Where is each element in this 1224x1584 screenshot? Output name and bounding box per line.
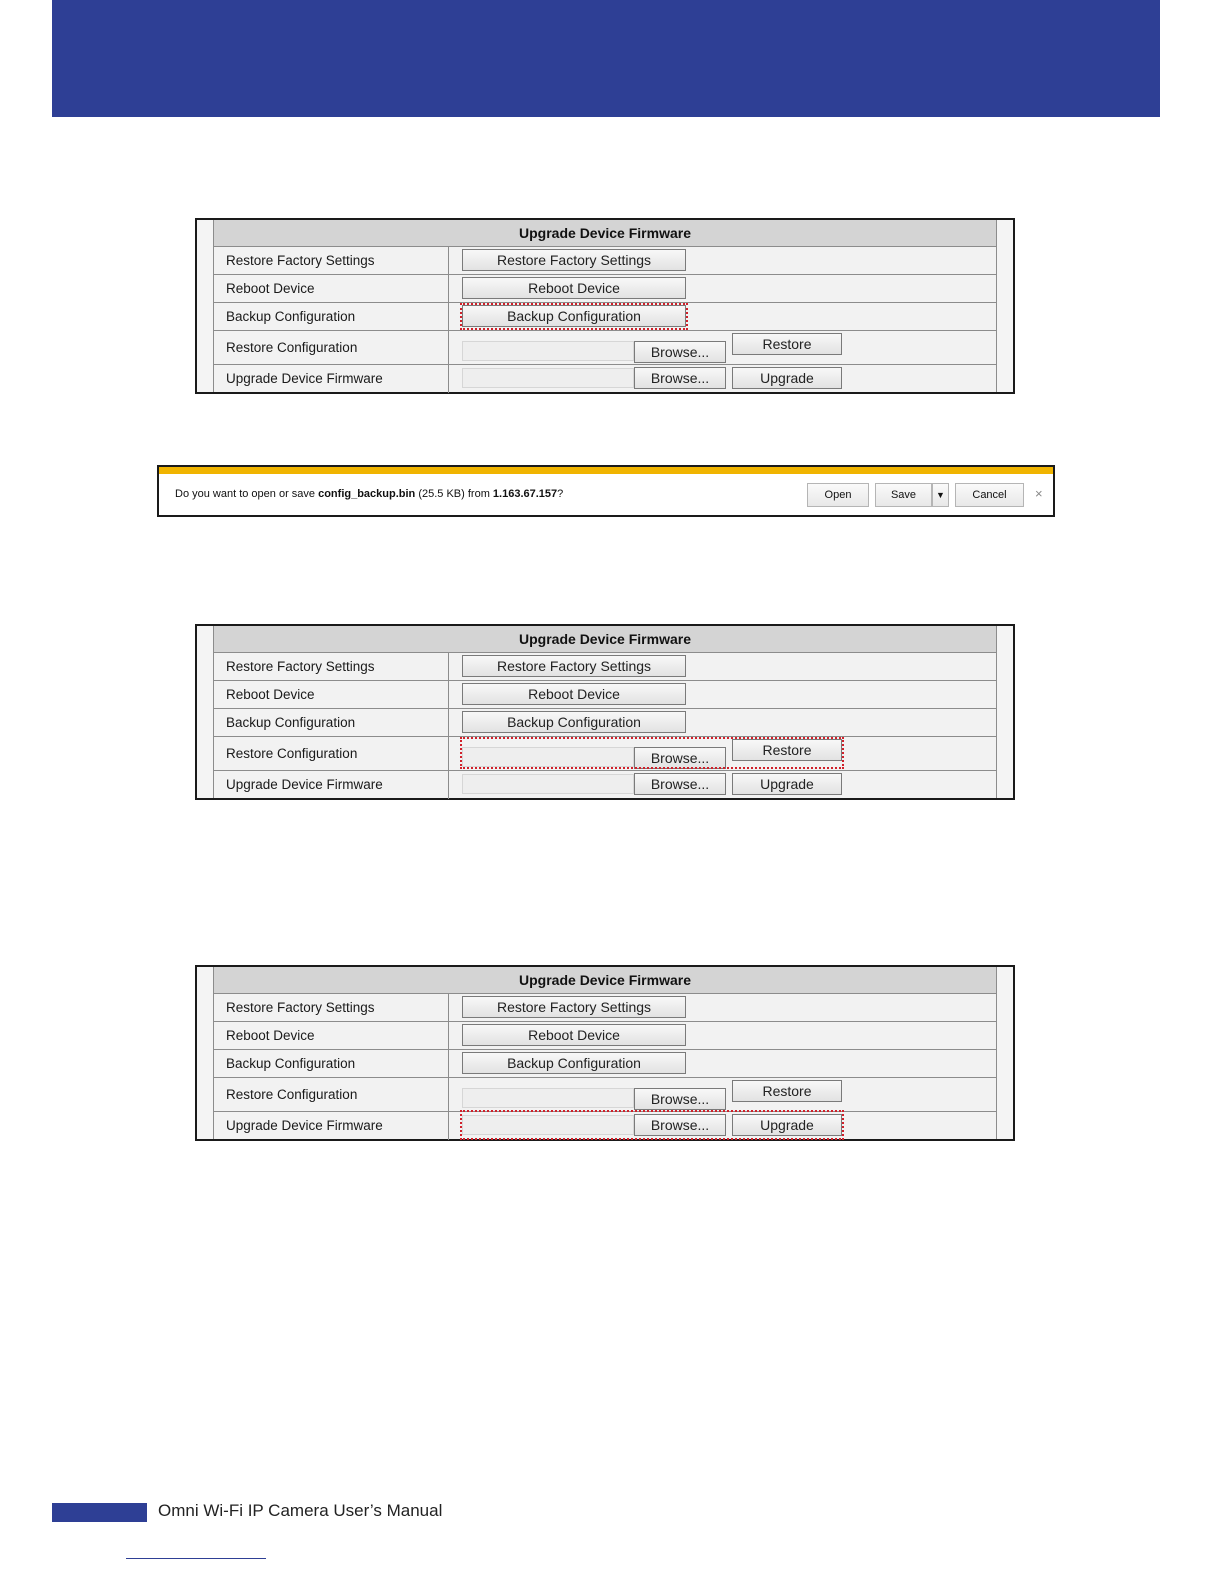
row-label: Restore Factory Settings: [226, 1000, 375, 1015]
footer-rule: [126, 1558, 266, 1559]
download-host: 1.163.67.157: [492, 488, 558, 500]
column-divider: [448, 994, 449, 1021]
column-divider: [448, 653, 449, 680]
open-button[interactable]: Open: [807, 483, 869, 507]
firmware-file-field[interactable]: [462, 1115, 634, 1135]
restore-browse-button[interactable]: Browse...: [634, 341, 726, 363]
row-label: Restore Factory Settings: [226, 253, 375, 268]
message-suffix: ?: [557, 488, 564, 500]
row-label: Reboot Device: [226, 281, 315, 296]
column-divider: [448, 365, 449, 393]
reboot-device-button[interactable]: Reboot Device: [462, 683, 686, 705]
download-notification-bar: [157, 465, 1055, 517]
column-divider: [448, 303, 449, 330]
column-divider: [448, 331, 449, 364]
restore-factory-settings-button[interactable]: Restore Factory Settings: [462, 655, 686, 677]
download-message: [175, 488, 563, 500]
upgrade-button[interactable]: Upgrade: [732, 1114, 842, 1136]
restore-factory-settings-button[interactable]: Restore Factory Settings: [462, 996, 686, 1018]
save-options-dropdown-icon[interactable]: ▼: [932, 483, 949, 507]
row-label: Backup Configuration: [226, 1056, 356, 1071]
reboot-device-button[interactable]: Reboot Device: [462, 277, 686, 299]
row-restore-config: [214, 1078, 996, 1112]
row-restore-config: [214, 331, 996, 365]
firmware-file-field[interactable]: [462, 368, 634, 388]
upgrade-button[interactable]: Upgrade: [732, 773, 842, 795]
download-filename: config_backup.bin: [318, 488, 416, 500]
row-restore-config: [214, 737, 996, 771]
firmware-table: [213, 967, 997, 1139]
restore-browse-button[interactable]: Browse...: [634, 1088, 726, 1110]
firmware-panel-restore: [195, 624, 1015, 800]
row-reboot: [214, 681, 996, 709]
column-divider: [448, 247, 449, 274]
firmware-panel-backup: [195, 218, 1015, 394]
column-divider: [448, 1022, 449, 1049]
firmware-browse-button[interactable]: Browse...: [634, 367, 726, 389]
firmware-browse-button[interactable]: Browse...: [634, 773, 726, 795]
footer-bar: [52, 1503, 147, 1522]
row-label: Reboot Device: [226, 687, 315, 702]
row-reboot: [214, 275, 996, 303]
backup-configuration-button[interactable]: Backup Configuration: [462, 711, 686, 733]
save-button[interactable]: Save: [875, 483, 932, 507]
panel-title: Upgrade Device Firmware: [214, 626, 996, 653]
reboot-device-button[interactable]: Reboot Device: [462, 1024, 686, 1046]
column-divider: [448, 771, 449, 799]
row-label: Restore Configuration: [226, 1087, 358, 1102]
download-size: (25.5 KB) from: [415, 488, 493, 500]
row-upgrade: [214, 1112, 996, 1140]
column-divider: [448, 681, 449, 708]
backup-configuration-button[interactable]: Backup Configuration: [462, 305, 686, 327]
restore-button[interactable]: Restore: [732, 1080, 842, 1102]
close-icon[interactable]: ×: [1035, 486, 1043, 501]
firmware-panel-upgrade: [195, 965, 1015, 1141]
row-restore-factory: [214, 247, 996, 275]
firmware-browse-button[interactable]: Browse...: [634, 1114, 726, 1136]
message-prefix: Do you want to open or save: [175, 488, 319, 500]
footer-manual-title: Omni Wi-Fi IP Camera User’s Manual: [158, 1501, 443, 1520]
cancel-button[interactable]: Cancel: [955, 483, 1024, 507]
row-upgrade: [214, 365, 996, 393]
row-backup: [214, 709, 996, 737]
backup-configuration-button[interactable]: Backup Configuration: [462, 1052, 686, 1074]
panel-title: Upgrade Device Firmware: [214, 967, 996, 994]
restore-file-field[interactable]: [462, 1088, 634, 1108]
restore-file-field[interactable]: [462, 341, 634, 361]
row-upgrade: [214, 771, 996, 799]
column-divider: [448, 737, 449, 770]
row-label: Upgrade Device Firmware: [226, 1118, 383, 1133]
row-label: Backup Configuration: [226, 309, 356, 324]
row-reboot: [214, 1022, 996, 1050]
row-label: Upgrade Device Firmware: [226, 371, 383, 386]
row-label: Restore Factory Settings: [226, 659, 375, 674]
column-divider: [448, 1078, 449, 1111]
row-restore-factory: [214, 994, 996, 1022]
row-label: Reboot Device: [226, 1028, 315, 1043]
firmware-table: [213, 220, 997, 392]
row-label: Upgrade Device Firmware: [226, 777, 383, 792]
notification-accent: [159, 467, 1053, 474]
header-band: [52, 0, 1160, 117]
firmware-table: [213, 626, 997, 798]
restore-factory-settings-button[interactable]: Restore Factory Settings: [462, 249, 686, 271]
row-label: Backup Configuration: [226, 715, 356, 730]
column-divider: [448, 709, 449, 736]
row-label: Restore Configuration: [226, 340, 358, 355]
row-backup: [214, 1050, 996, 1078]
column-divider: [448, 1050, 449, 1077]
upgrade-button[interactable]: Upgrade: [732, 367, 842, 389]
row-restore-factory: [214, 653, 996, 681]
restore-file-field[interactable]: [462, 747, 634, 767]
row-label: Restore Configuration: [226, 746, 358, 761]
restore-browse-button[interactable]: Browse...: [634, 747, 726, 769]
column-divider: [448, 275, 449, 302]
column-divider: [448, 1112, 449, 1140]
row-backup: [214, 303, 996, 331]
restore-button[interactable]: Restore: [732, 739, 842, 761]
panel-title: Upgrade Device Firmware: [214, 220, 996, 247]
restore-button[interactable]: Restore: [732, 333, 842, 355]
firmware-file-field[interactable]: [462, 774, 634, 794]
